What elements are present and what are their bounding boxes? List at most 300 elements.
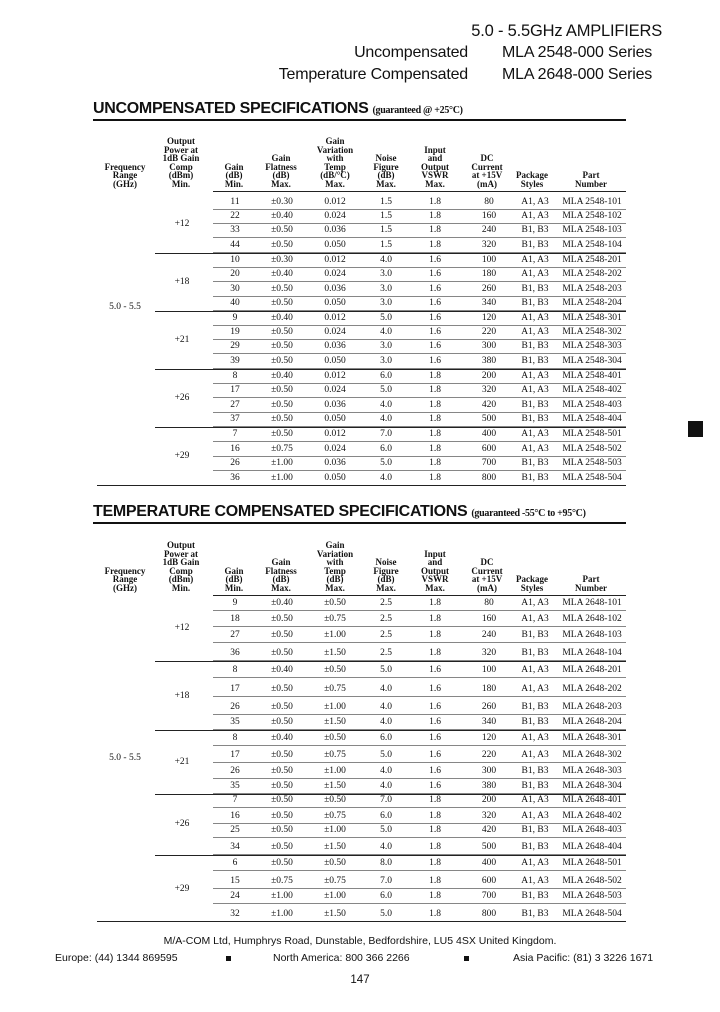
- comp-cell-noise: 5.0: [380, 825, 392, 835]
- uncomp-cell-dc: 300: [481, 341, 497, 351]
- uncomp-cell-noise: 1.5: [380, 225, 392, 235]
- comp-cell-pkg: A1, A3: [521, 614, 549, 624]
- uncomp-header-pkg-line: Styles: [520, 178, 544, 189]
- comp-header-vswr: [409, 550, 461, 593]
- comp-cell-temp: ±0.50: [324, 858, 346, 868]
- uncomp-cell-noise: 4.0: [380, 255, 392, 265]
- comp-cell-flat: ±0.50: [271, 702, 293, 712]
- comp-header-pout-line: Power at: [163, 548, 199, 559]
- uncomp-header-dc: [461, 154, 513, 188]
- comp-header-pout-line: Min.: [171, 582, 191, 593]
- uncomp-cell-gain: 37: [230, 414, 240, 424]
- uncomp-cell-temp: 0.024: [324, 385, 346, 395]
- header-uncompensated-line: [354, 44, 662, 62]
- uncomp-pout-group: +18: [174, 276, 190, 287]
- uncomp-cell-dc: 600: [481, 444, 497, 454]
- comp-cell-dc: 800: [481, 909, 497, 919]
- uncomp-group-rule: [155, 253, 626, 254]
- comp-cell-noise: 2.5: [380, 648, 392, 658]
- uncomp-cell-part: MLA 2548-304: [562, 356, 622, 366]
- uncomp-cell-dc: 180: [481, 269, 497, 279]
- uncomp-cell-vswr: 1.6: [429, 284, 441, 294]
- comp-cell-flat: ±0.50: [271, 750, 293, 760]
- comp-row-rule: [213, 807, 626, 808]
- comp-cell-part: MLA 2648-504: [562, 909, 622, 919]
- comp-cell-flat: ±0.50: [271, 825, 293, 835]
- comp-cell-part: MLA 2648-503: [562, 891, 622, 901]
- uncomp-cell-pkg: B1, B3: [521, 400, 549, 410]
- comp-group-rule: [155, 661, 626, 662]
- uncomp-cell-pkg: A1, A3: [521, 197, 549, 207]
- comp-freq-range: 5.0 - 5.5: [109, 753, 141, 763]
- comp-row-rule: [213, 714, 626, 715]
- comp-cell-part: MLA 2648-201: [562, 665, 622, 675]
- uncomp-cell-gain: 27: [230, 400, 240, 410]
- uncomp-cell-noise: 1.5: [380, 197, 392, 207]
- comp-header-noise: [363, 558, 409, 592]
- comp-cell-dc: 160: [481, 614, 497, 624]
- comp-cell-flat: ±0.50: [271, 648, 293, 658]
- uncomp-cell-temp: 0.036: [324, 341, 346, 351]
- uncomp-header-part: [556, 171, 626, 188]
- comp-cell-vswr: 1.6: [429, 766, 441, 776]
- comp-cell-pkg: B1, B3: [521, 702, 549, 712]
- uncomp-cell-gain: 33: [230, 225, 240, 235]
- comp-cell-temp: ±1.00: [324, 891, 346, 901]
- uncomp-row-rule: [213, 237, 626, 238]
- comp-cell-vswr: 1.8: [429, 825, 441, 835]
- uncomp-cell-temp: 0.012: [324, 197, 346, 207]
- comp-cell-vswr: 1.6: [429, 702, 441, 712]
- comp-header-pkg-line: Styles: [520, 582, 544, 593]
- uncomp-cell-vswr: 1.8: [429, 211, 441, 221]
- comp-header-freq-line: Frequency: [104, 565, 146, 576]
- comp-cell-gain: 35: [230, 717, 240, 727]
- comp-pout-group: +29: [174, 883, 190, 894]
- uncomp-cell-temp: 0.050: [324, 473, 346, 483]
- uncomp-header-temp-line: (dB/°C): [320, 170, 350, 180]
- uncomp-cell-vswr: 1.8: [429, 240, 441, 250]
- uncomp-header-temp-line: Max.: [325, 178, 345, 189]
- uncomp-header-vswr-line: VSWR: [421, 170, 449, 180]
- comp-cell-part: MLA 2648-203: [562, 702, 622, 712]
- comp-title-text: TEMPERATURE COMPENSATED SPECIFICATIONS: [93, 503, 468, 520]
- comp-cell-flat: ±0.50: [271, 795, 293, 805]
- comp-cell-pkg: B1, B3: [521, 781, 549, 791]
- comp-cell-temp: ±0.75: [324, 750, 346, 760]
- comp-cell-gain: 17: [230, 750, 240, 760]
- comp-cell-vswr: 1.8: [429, 795, 441, 805]
- uncomp-cell-dc: 220: [481, 327, 497, 337]
- uncomp-header-temp-line: Gain: [325, 136, 345, 146]
- uncomp-cell-vswr: 1.8: [429, 400, 441, 410]
- uncomp-cell-part: MLA 2548-501: [562, 429, 622, 439]
- comp-pout-group: +18: [174, 691, 190, 701]
- uncomp-cell-flat: ±0.50: [271, 298, 293, 308]
- comp-header-noise-line: Noise: [375, 557, 397, 567]
- uncomp-header-pout-line: Comp: [169, 161, 193, 172]
- comp-cell-pkg: A1, A3: [521, 684, 549, 694]
- uncomp-cell-gain: 9: [232, 313, 238, 323]
- comp-cell-gain: 8: [232, 733, 238, 743]
- uncomp-header-vswr-line: Output: [420, 161, 449, 172]
- comp-header-part: [556, 575, 626, 592]
- uncomp-cell-noise: 4.0: [380, 400, 392, 410]
- uncomp-cell-dc: 320: [481, 240, 497, 250]
- comp-header-rule: [213, 595, 626, 596]
- comp-cell-gain: 26: [230, 766, 240, 776]
- uncomp-cell-flat: ±0.75: [271, 444, 293, 454]
- uncomp-cell-temp: 0.050: [324, 356, 346, 366]
- comp-cell-temp: ±1.50: [324, 781, 346, 791]
- comp-cell-gain: 15: [230, 876, 240, 886]
- comp-header-temp-line: Temp: [324, 565, 346, 576]
- comp-pout-group: +12: [174, 623, 190, 633]
- comp-cell-vswr: 1.8: [429, 598, 441, 608]
- uncomp-cell-vswr: 1.8: [429, 429, 441, 439]
- comp-header-pout-line: Comp: [169, 565, 193, 576]
- uncomp-cell-gain: 17: [230, 385, 240, 395]
- uncomp-cell-part: MLA 2548-302: [562, 327, 622, 337]
- uncomp-header-flat-line: Flatness: [265, 161, 297, 172]
- comp-cell-dc: 260: [481, 702, 497, 712]
- uncomp-header-rule: [213, 191, 626, 192]
- uncomp-cell-dc: 120: [481, 313, 497, 323]
- uncomp-cell-gain: 22: [230, 211, 240, 221]
- uncomp-group-rule: [155, 369, 626, 370]
- comp-header-gain: [217, 567, 251, 593]
- comp-row-rule: [213, 837, 626, 838]
- uncomp-cell-pkg: A1, A3: [521, 327, 549, 337]
- uncomp-cell-flat: ±0.30: [271, 197, 293, 207]
- comp-note: (guaranteed -55°C to +95°C): [471, 508, 586, 519]
- uncomp-row-rule: [213, 325, 626, 326]
- comp-header-pkg-line: Package: [516, 574, 548, 584]
- comp-cell-noise: 2.5: [380, 614, 392, 624]
- comp-cell-vswr: 1.8: [429, 876, 441, 886]
- uncomp-header-gain-line: Min.: [224, 178, 244, 189]
- uncomp-row-rule: [213, 353, 626, 354]
- comp-cell-dc: 400: [481, 858, 497, 868]
- uncomp-header-freq: [100, 163, 150, 189]
- uncomp-row-rule: [213, 296, 626, 297]
- uncomp-cell-flat: ±0.50: [271, 240, 293, 250]
- uncomp-cell-vswr: 1.6: [429, 269, 441, 279]
- uncomp-cell-part: MLA 2548-401: [562, 371, 622, 381]
- comp-header-flat-line: (dB): [272, 574, 290, 584]
- uncomp-cell-flat: ±0.50: [271, 327, 293, 337]
- comp-cell-part: MLA 2648-501: [562, 858, 622, 868]
- uncomp-cell-temp: 0.036: [324, 400, 346, 410]
- comp-cell-pkg: A1, A3: [521, 665, 549, 675]
- uncomp-header-pout-line: (dBm): [168, 170, 194, 180]
- uncomp-header-flat: [258, 154, 304, 188]
- uncomp-row-rule: [213, 383, 626, 384]
- uncomp-header-pkg: [510, 171, 554, 188]
- uncomp-row-rule: [213, 281, 626, 282]
- comp-cell-pkg: A1, A3: [521, 598, 549, 608]
- comp-cell-flat: ±0.50: [271, 684, 293, 694]
- uncomp-cell-noise: 5.0: [380, 458, 392, 468]
- comp-cell-part: MLA 2648-104: [562, 648, 622, 658]
- comp-cell-dc: 500: [481, 842, 497, 852]
- uncomp-cell-vswr: 1.8: [429, 414, 441, 424]
- comp-cell-dc: 320: [481, 811, 497, 821]
- uncomp-cell-temp: 0.050: [324, 298, 346, 308]
- uncomp-cell-flat: ±0.50: [271, 284, 293, 294]
- uncomp-cell-part: MLA 2548-503: [562, 458, 622, 468]
- comp-cell-temp: ±1.50: [324, 842, 346, 852]
- uncomp-cell-dc: 320: [481, 385, 497, 395]
- uncomp-cell-pkg: A1, A3: [521, 444, 549, 454]
- uncomp-cell-flat: ±0.50: [271, 414, 293, 424]
- uncomp-cell-flat: ±0.40: [271, 269, 293, 279]
- comp-cell-part: MLA 2648-102: [562, 614, 622, 624]
- uncomp-cell-dc: 240: [481, 225, 497, 235]
- uncomp-row-rule: [213, 441, 626, 442]
- uncomp-header-gain-line: (dB): [225, 170, 243, 180]
- uncomp-cell-dc: 160: [481, 211, 497, 221]
- uncomp-cell-temp: 0.024: [324, 269, 346, 279]
- comp-cell-vswr: 1.8: [429, 648, 441, 658]
- comp-cell-dc: 380: [481, 781, 497, 791]
- uncomp-header-freq-line: Range: [112, 170, 138, 180]
- comp-cell-pkg: B1, B3: [521, 825, 549, 835]
- uncomp-freq-range: 5.0 - 5.5: [109, 302, 141, 312]
- comp-cell-noise: 7.0: [380, 795, 392, 805]
- comp-header-freq-line: (GHz): [113, 582, 137, 593]
- comp-cell-flat: ±0.50: [271, 766, 293, 776]
- uncomp-cell-noise: 5.0: [380, 385, 392, 395]
- uncomp-cell-temp: 0.012: [324, 371, 346, 381]
- comp-cell-dc: 200: [481, 795, 497, 805]
- uncomp-cell-flat: ±0.30: [271, 255, 293, 265]
- uncomp-cell-part: MLA 2548-201: [562, 255, 622, 265]
- comp-cell-flat: ±0.50: [271, 614, 293, 624]
- uncomp-cell-flat: ±1.00: [271, 458, 293, 468]
- comp-header-dc-line: at +15V: [471, 574, 503, 584]
- uncomp-cell-vswr: 1.6: [429, 341, 441, 351]
- comp-row-rule: [213, 888, 626, 889]
- uncomp-cell-part: MLA 2548-101: [562, 197, 622, 207]
- comp-group-rule: [155, 794, 626, 795]
- uncomp-cell-temp: 0.024: [324, 444, 346, 454]
- comp-cell-vswr: 1.8: [429, 630, 441, 640]
- comp-cell-gain: 34: [230, 842, 240, 852]
- footer-bullet: [226, 956, 231, 961]
- comp-cell-noise: 7.0: [380, 876, 392, 886]
- uncomp-cell-noise: 4.0: [380, 414, 392, 424]
- comp-header-flat: [258, 558, 304, 592]
- uncomp-header-freq-line: (GHz): [113, 178, 137, 189]
- uncomp-cell-flat: ±0.50: [271, 429, 293, 439]
- comp-cell-noise: 6.0: [380, 811, 392, 821]
- uncomp-cell-dc: 80: [484, 197, 494, 207]
- uncomp-cell-vswr: 1.8: [429, 444, 441, 454]
- comp-cell-vswr: 1.8: [429, 811, 441, 821]
- comp-cell-temp: ±1.00: [324, 702, 346, 712]
- uncomp-cell-dc: 400: [481, 429, 497, 439]
- uncomp-cell-gain: 26: [230, 458, 240, 468]
- uncomp-cell-pkg: A1, A3: [521, 371, 549, 381]
- comp-cell-noise: 8.0: [380, 858, 392, 868]
- comp-cell-part: MLA 2648-303: [562, 766, 622, 776]
- uncomp-cell-noise: 1.5: [380, 211, 392, 221]
- uncomp-cell-temp: 0.050: [324, 414, 346, 424]
- uncomp-title-rule: [93, 119, 626, 121]
- uncomp-cell-pkg: A1, A3: [521, 211, 549, 221]
- comp-cell-temp: ±0.75: [324, 876, 346, 886]
- header-uncompensated-series: MLA 2548-000 Series: [502, 44, 653, 61]
- comp-cell-pkg: B1, B3: [521, 842, 549, 852]
- comp-cell-gain: 17: [230, 684, 240, 694]
- uncomp-cell-pkg: B1, B3: [521, 298, 549, 308]
- comp-cell-flat: ±1.00: [271, 891, 293, 901]
- uncomp-header-noise-line: Max.: [376, 178, 396, 189]
- comp-cell-flat: ±0.40: [271, 665, 293, 675]
- uncomp-pout-group: +12: [174, 218, 190, 229]
- uncomp-cell-temp: 0.036: [324, 458, 346, 468]
- uncomp-header-dc-line: Current: [471, 161, 503, 172]
- uncomp-header-temp-line: with: [326, 153, 344, 163]
- comp-section-title: [93, 503, 586, 521]
- uncomp-cell-vswr: 1.6: [429, 255, 441, 265]
- comp-cell-pkg: A1, A3: [521, 876, 549, 886]
- comp-row-rule: [213, 626, 626, 627]
- uncomp-header-temp-line: Variation: [316, 144, 354, 155]
- comp-cell-temp: ±1.50: [324, 909, 346, 919]
- uncomp-header-part-line: Number: [575, 178, 607, 189]
- comp-cell-pkg: B1, B3: [521, 766, 549, 776]
- uncomp-cell-gain: 16: [230, 444, 240, 454]
- comp-row-rule: [213, 642, 626, 643]
- header-uncompensated-label: Uncompensated: [354, 44, 468, 61]
- uncomp-note: (guaranteed @ +25°C): [372, 105, 463, 116]
- comp-header-pkg: [510, 575, 554, 592]
- uncomp-cell-pkg: B1, B3: [521, 458, 549, 468]
- uncomp-cell-flat: ±0.40: [271, 371, 293, 381]
- uncomp-section-title: [93, 100, 463, 118]
- comp-cell-part: MLA 2648-301: [562, 733, 622, 743]
- uncomp-cell-gain: 36: [230, 473, 240, 483]
- uncomp-title-text: UNCOMPENSATED SPECIFICATIONS: [93, 100, 369, 117]
- uncomp-cell-noise: 6.0: [380, 444, 392, 454]
- uncomp-cell-temp: 0.024: [324, 211, 346, 221]
- uncomp-cell-dc: 700: [481, 458, 497, 468]
- uncomp-cell-part: MLA 2548-402: [562, 385, 622, 395]
- uncomp-header-noise-line: Noise: [375, 153, 397, 163]
- comp-cell-flat: ±0.50: [271, 858, 293, 868]
- comp-cell-noise: 4.0: [380, 781, 392, 791]
- comp-cell-part: MLA 2648-204: [562, 717, 622, 727]
- uncomp-cell-gain: 11: [230, 197, 240, 207]
- comp-cell-vswr: 1.8: [429, 858, 441, 868]
- uncomp-cell-part: MLA 2548-403: [562, 400, 622, 410]
- comp-cell-dc: 100: [481, 665, 497, 675]
- comp-header-part-line: Number: [575, 582, 607, 593]
- uncomp-cell-gain: 30: [230, 284, 240, 294]
- uncomp-bottom-rule: [97, 485, 626, 486]
- comp-cell-part: MLA 2648-403: [562, 825, 622, 835]
- comp-cell-gain: 25: [230, 825, 240, 835]
- uncomp-cell-vswr: 1.8: [429, 458, 441, 468]
- comp-cell-dc: 120: [481, 733, 497, 743]
- section-tab-marker: [688, 421, 703, 437]
- comp-header-pout-line: (dBm): [168, 574, 194, 584]
- comp-cell-noise: 6.0: [380, 733, 392, 743]
- comp-cell-pkg: A1, A3: [521, 750, 549, 760]
- uncomp-cell-flat: ±0.50: [271, 385, 293, 395]
- comp-cell-pkg: B1, B3: [521, 891, 549, 901]
- comp-cell-noise: 4.0: [380, 766, 392, 776]
- uncomp-cell-temp: 0.024: [324, 327, 346, 337]
- uncomp-header-pkg-line: Package: [516, 170, 548, 180]
- comp-cell-pkg: B1, B3: [521, 630, 549, 640]
- uncomp-header-pout-line: Min.: [171, 178, 191, 189]
- comp-cell-flat: ±0.50: [271, 811, 293, 821]
- comp-cell-noise: 4.0: [380, 702, 392, 712]
- comp-header-temp-line: (dB): [326, 574, 344, 584]
- uncomp-cell-part: MLA 2548-303: [562, 341, 622, 351]
- uncomp-header-noise-line: Figure: [373, 161, 399, 172]
- uncomp-cell-pkg: A1, A3: [521, 385, 549, 395]
- comp-header-freq: [100, 567, 150, 593]
- uncomp-cell-vswr: 1.6: [429, 313, 441, 323]
- uncomp-cell-vswr: 1.6: [429, 298, 441, 308]
- comp-cell-dc: 320: [481, 648, 497, 658]
- comp-cell-vswr: 1.6: [429, 781, 441, 791]
- uncomp-cell-noise: 3.0: [380, 341, 392, 351]
- comp-cell-flat: ±0.50: [271, 842, 293, 852]
- uncomp-cell-gain: 8: [232, 371, 238, 381]
- uncomp-cell-part: MLA 2548-301: [562, 313, 622, 323]
- uncomp-cell-flat: ±0.50: [271, 400, 293, 410]
- uncomp-cell-dc: 500: [481, 414, 497, 424]
- uncomp-cell-noise: 3.0: [380, 356, 392, 366]
- comp-cell-gain: 36: [230, 648, 240, 658]
- uncomp-cell-pkg: B1, B3: [521, 473, 549, 483]
- comp-cell-temp: ±0.50: [324, 733, 346, 743]
- uncomp-header-pout-line: 1dB Gain: [162, 153, 200, 163]
- footer-europe: Europe: (44) 1344 869595: [55, 952, 178, 964]
- comp-header-gain-line: Min.: [224, 582, 244, 593]
- uncomp-pout-group: +21: [174, 334, 190, 345]
- comp-cell-pkg: B1, B3: [521, 717, 549, 727]
- comp-cell-noise: 5.0: [380, 909, 392, 919]
- comp-cell-vswr: 1.8: [429, 891, 441, 901]
- uncomp-cell-temp: 0.036: [324, 225, 346, 235]
- uncomp-group-rule: [155, 311, 626, 312]
- comp-cell-noise: 5.0: [380, 665, 392, 675]
- uncomp-cell-flat: ±0.50: [271, 356, 293, 366]
- comp-header-temp-line: Gain: [325, 540, 345, 550]
- uncomp-header-pout-line: Power at: [163, 144, 199, 155]
- uncomp-header-noise-line: (dB): [377, 170, 395, 180]
- uncomp-cell-pkg: A1, A3: [521, 255, 549, 265]
- uncomp-header-gain-line: Gain: [224, 161, 244, 172]
- uncomp-header-flat-line: Gain: [271, 153, 291, 163]
- comp-group-rule: [155, 730, 626, 731]
- comp-header-gain-line: Gain: [224, 565, 244, 576]
- comp-cell-part: MLA 2648-404: [562, 842, 622, 852]
- comp-header-vswr-line: and: [427, 557, 443, 567]
- uncomp-cell-noise: 3.0: [380, 284, 392, 294]
- comp-group-rule: [155, 855, 626, 856]
- comp-cell-dc: 220: [481, 750, 497, 760]
- comp-cell-temp: ±1.00: [324, 825, 346, 835]
- uncomp-header-gain: [217, 163, 251, 189]
- comp-cell-part: MLA 2648-401: [562, 795, 622, 805]
